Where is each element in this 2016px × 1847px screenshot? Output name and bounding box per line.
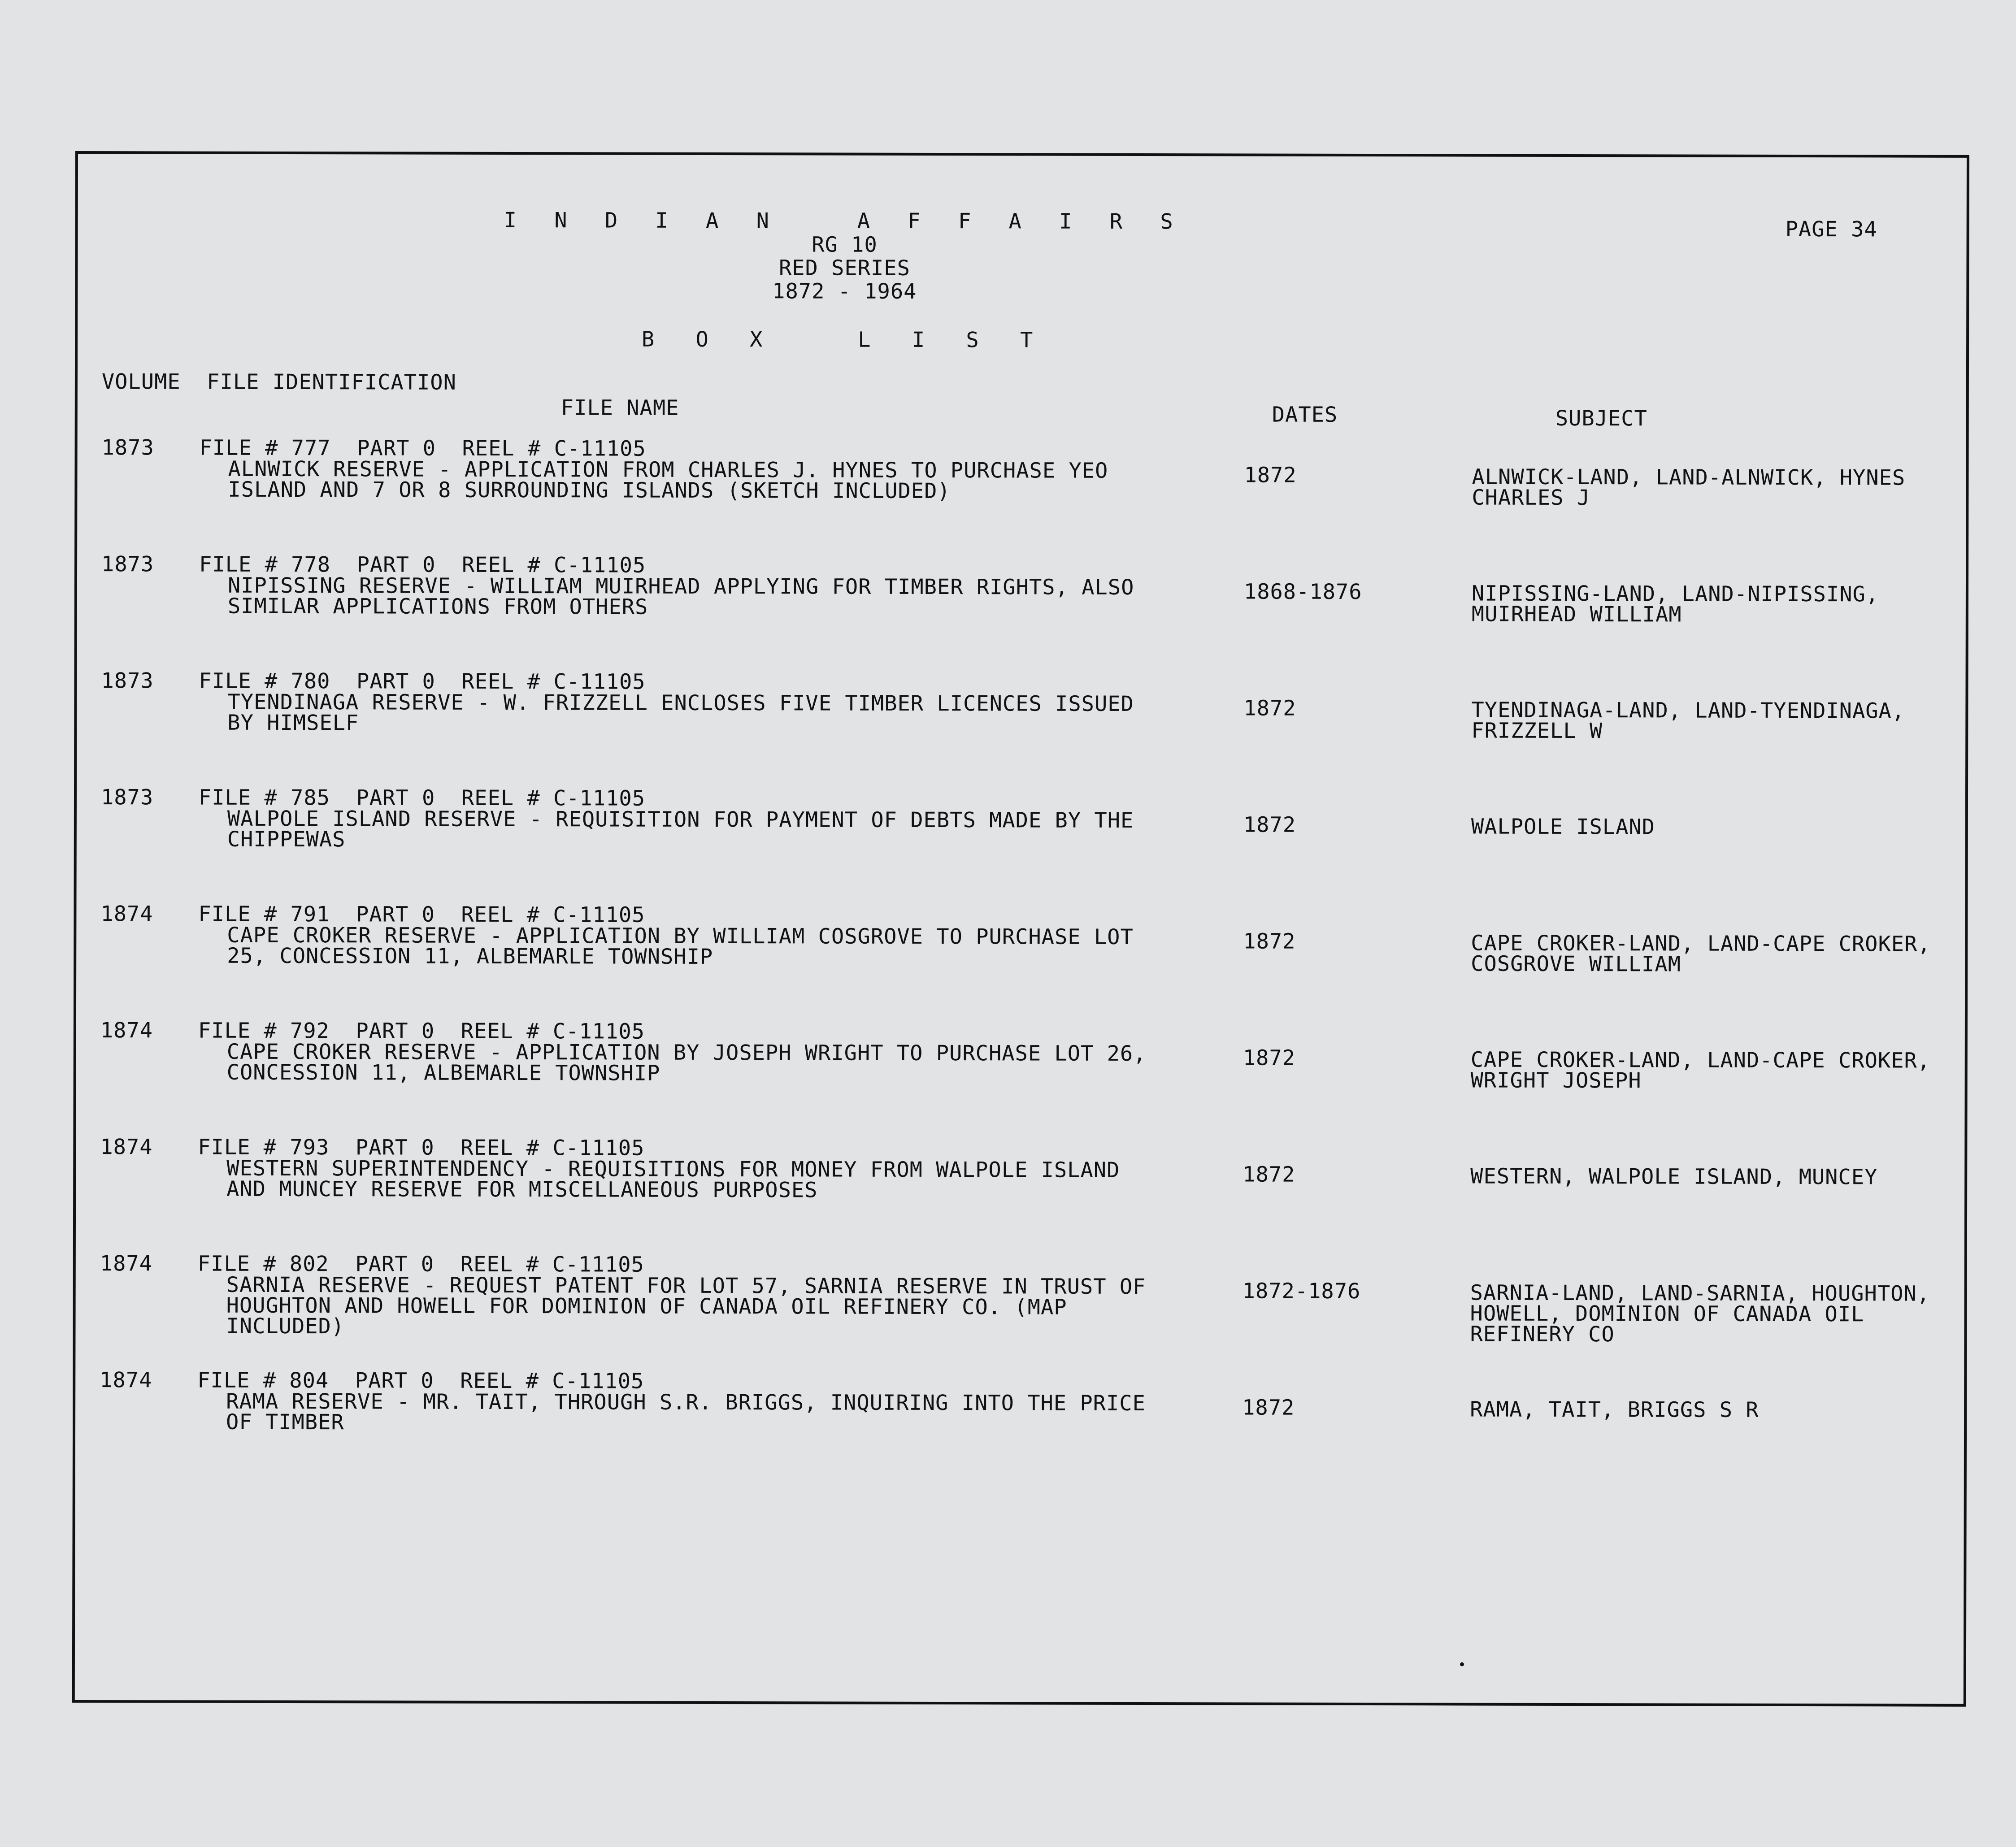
entry-volume: 1873 <box>101 552 154 577</box>
column-header-subject: SUBJECT <box>1555 406 1647 431</box>
entry-file-name: SARNIA RESERVE - REQUEST PATENT FOR LOT 57, SARNIA RESERVE IN TRUST OF HOUGHTON AND HOWELL FOR DOMINION OF CANADA OIL REFINERY CO. (MAP INCLUDED) <box>226 1272 1146 1339</box>
file-entry <box>75 1252 1964 1373</box>
file-entry <box>76 1019 1965 1140</box>
entry-volume: 1874 <box>100 1251 153 1276</box>
entry-dates: 1872 <box>1243 696 1296 721</box>
entry-volume: 1874 <box>100 1018 153 1043</box>
file-entry <box>77 669 1966 790</box>
entry-dates: 1872-1876 <box>1242 1279 1361 1304</box>
file-entry <box>75 1369 1964 1489</box>
record-group: RG 10 <box>812 232 878 257</box>
entry-volume: 1874 <box>100 1135 153 1160</box>
entry-volume: 1873 <box>100 785 154 810</box>
document-title: I N D I A N A F F A I R S <box>504 208 1186 234</box>
file-entry <box>77 553 1966 673</box>
entry-volume: 1873 <box>101 668 154 694</box>
list-type-heading: B O X L I S T <box>641 327 1047 353</box>
entry-file-name: ALNWICK RESERVE - APPLICATION FROM CHARLES J. HYNES TO PURCHASE YEO ISLAND AND 7 OR 8 SURROUNDING ISLANDS (SKETCH INCLUDED) <box>228 456 1108 504</box>
entry-volume: 1874 <box>100 1368 152 1393</box>
entry-subject: ALNWICK-LAND, LAND-ALNWICK, HYNES CHARLES J <box>1472 464 1906 511</box>
series-name: RED SERIES <box>778 256 910 281</box>
file-entry-list <box>75 436 1966 1489</box>
entry-file-name: CAPE CROKER RESERVE - APPLICATION BY WILLIAM COSGROVE TO PURCHASE LOT 25, CONCESSION 11, ALBEMARLE TOWNSHIP <box>227 923 1134 969</box>
entry-subject: SARNIA-LAND, LAND-SARNIA, HOUGHTON, HOWELL, DOMINION OF CANADA OIL REFINERY CO <box>1470 1280 1930 1347</box>
entry-file-id: FILE # 791 PART 0 REEL # C-11105 <box>198 902 645 928</box>
entry-subject: NIPISSING-LAND, LAND-NIPISSING, MUIRHEAD WILLIAM <box>1471 581 1879 627</box>
file-entry <box>76 786 1965 906</box>
entry-file-name: WALPOLE ISLAND RESERVE - REQUISITION FOR PAYMENT OF DEBTS MADE BY THE CHIPPEWAS <box>227 806 1134 852</box>
column-header-volume-file-id: VOLUME FILE IDENTIFICATION <box>101 369 456 395</box>
entry-dates: 1872 <box>1243 812 1296 837</box>
entry-dates: 1872 <box>1243 929 1296 954</box>
entry-subject: CAPE CROKER-LAND, LAND-CAPE CROKER, COSGROVE WILLIAM <box>1471 931 1931 977</box>
entry-file-name: NIPISSING RESERVE - WILLIAM MUIRHEAD APPLYING FOR TIMBER RIGHTS, ALSO SIMILAR APPLICATIONS FROM OTHERS <box>227 573 1134 620</box>
entry-volume: 1874 <box>100 902 153 927</box>
entry-file-id: FILE # 780 PART 0 REEL # C-11105 <box>199 668 646 694</box>
entry-file-name: RAMA RESERVE - MR. TAIT, THROUGH S.R. BRIGGS, INQUIRING INTO THE PRICE OF TIMBER <box>226 1389 1146 1435</box>
file-entry <box>76 1136 1965 1256</box>
document-frame <box>72 151 1969 1707</box>
date-span: 1872 - 1964 <box>772 279 917 304</box>
entry-file-id: FILE # 777 PART 0 REEL # C-11105 <box>199 435 646 461</box>
entry-dates: 1872 <box>1243 1045 1296 1071</box>
entry-file-id: FILE # 778 PART 0 REEL # C-11105 <box>199 552 646 578</box>
column-header-file-name: FILE NAME <box>560 395 679 421</box>
entry-dates: 1868-1876 <box>1243 579 1362 605</box>
file-entry <box>76 902 1965 1023</box>
entry-dates: 1872 <box>1243 1162 1295 1187</box>
box-list-page <box>75 154 1967 1704</box>
entry-file-id: FILE # 792 PART 0 REEL # C-11105 <box>198 1018 645 1044</box>
entry-subject: WESTERN, WALPOLE ISLAND, MUNCEY <box>1470 1164 1878 1190</box>
scan-speck <box>1460 1662 1464 1666</box>
file-entry <box>77 436 1966 557</box>
entry-dates: 1872 <box>1244 463 1297 488</box>
entry-file-id: FILE # 802 PART 0 REEL # C-11105 <box>197 1251 644 1277</box>
entry-file-id: FILE # 804 PART 0 REEL # C-11105 <box>197 1368 644 1394</box>
entry-subject: WALPOLE ISLAND <box>1471 814 1655 840</box>
entry-volume: 1873 <box>101 435 154 460</box>
entry-dates: 1872 <box>1242 1395 1295 1420</box>
entry-subject: CAPE CROKER-LAND, LAND-CAPE CROKER, WRIGHT JOSEPH <box>1470 1047 1931 1093</box>
page-number: PAGE 34 <box>1785 217 1877 242</box>
entry-subject: RAMA, TAIT, BRIGGS S R <box>1470 1397 1759 1422</box>
entry-file-name: WESTERN SUPERINTENDENCY - REQUISITIONS FOR MONEY FROM WALPOLE ISLAND AND MUNCEY RESERVE FOR MISCELLANEOUS PURPOSES <box>226 1156 1120 1203</box>
entry-file-name: CAPE CROKER RESERVE - APPLICATION BY JOSEPH WRIGHT TO PURCHASE LOT 26, CONCESSION 11, ALBEMARLE TOWNSHIP <box>226 1039 1147 1086</box>
entry-file-id: FILE # 785 PART 0 REEL # C-11105 <box>198 785 646 811</box>
entry-file-id: FILE # 793 PART 0 REEL # C-11105 <box>198 1135 645 1161</box>
entry-subject: TYENDINAGA-LAND, LAND-TYENDINAGA, FRIZZELL W <box>1471 698 1905 744</box>
entry-file-name: TYENDINAGA RESERVE - W. FRIZZELL ENCLOSES FIVE TIMBER LICENCES ISSUED BY HIMSELF <box>227 689 1134 736</box>
column-header-dates: DATES <box>1272 402 1338 427</box>
